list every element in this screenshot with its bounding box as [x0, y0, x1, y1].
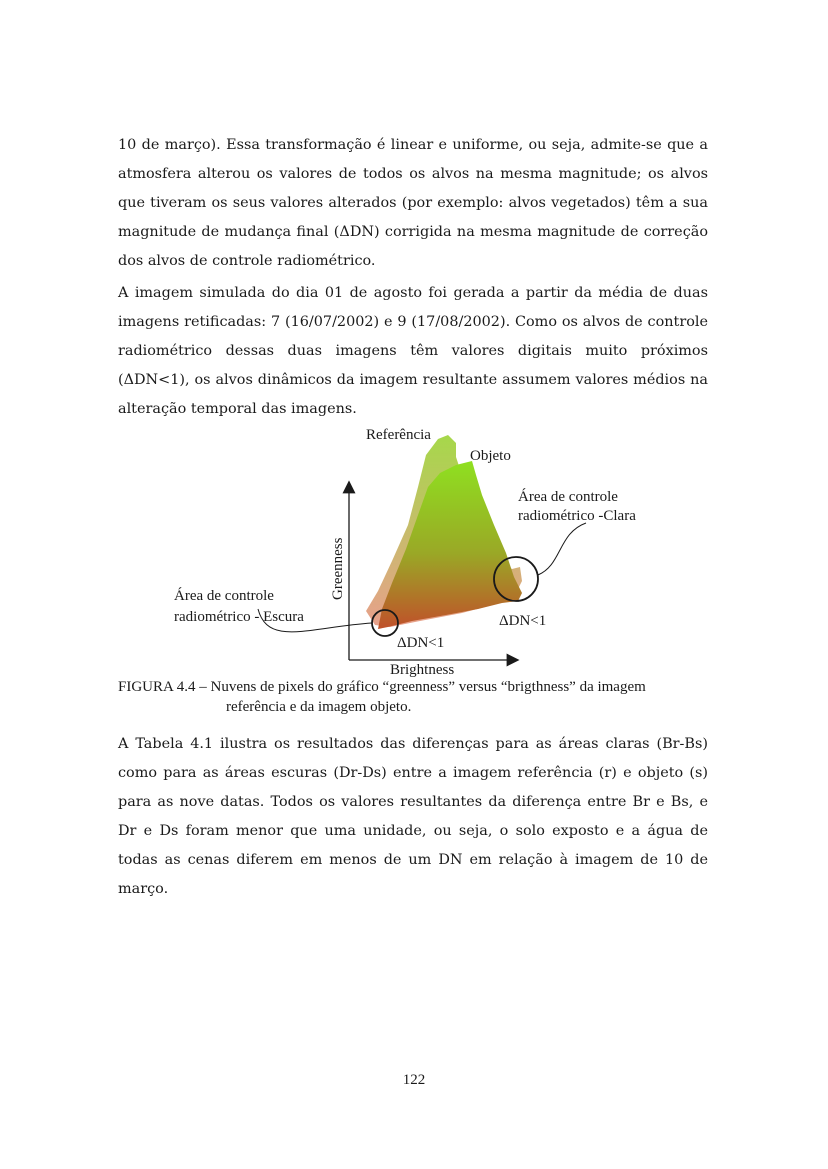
axis-label-brightness: Brightness: [390, 662, 455, 678]
figure-greenness-brightness: [160, 415, 636, 680]
caption-line-1: FIGURA 4.4 – Nuvens de pixels do gráfico “greenness” versus “brigthness” da imagem: [118, 679, 646, 695]
caption-line-2: referência e da imagem objeto.: [226, 699, 412, 715]
paragraph-1: 10 de março). Essa transformação é linear e uniforme, ou seja, admite-se que a atmosfera alterou os valores de todos os alvos na mesma magnitude; os alvos que tiveram os seus valores alterados (por exemplo: alvos vegetados) têm a sua magnitude de mudança final (ΔDN) corrigida na mesma magnitude de correção dos alvos de controle radiométrico.: [118, 137, 708, 269]
label-clara-line2: radiométrico -Clara: [518, 508, 636, 524]
axis-label-greenness: Greenness: [330, 537, 346, 600]
figure-caption: [118, 677, 718, 717]
paragraph-2: A imagem simulada do dia 01 de agosto foi gerada a partir da média de duas imagens retificadas: 7 (16/07/2002) e 9 (17/08/2002). Como os alvos de controle radiométrico dessas duas imagens têm valores digitais muito próximos (ΔDN<1), os alvos dinâmicos da imagem resultante assumem valores médios na alteração temporal das imagens.: [118, 285, 708, 417]
paragraph-3: A Tabela 4.1 ilustra os resultados das diferenças para as áreas claras (Br-Bs) como para as áreas escuras (Dr-Ds) entre a imagem referência (r) e objeto (s) para as nove datas. Todos os valores resultantes da diferença entre Br e Bs, e Dr e Ds foram menor que uma unidade, ou seja, o solo exposto e a água de todas as cenas diferem em menos de um DN em relação à imagem de 10 de março.: [118, 736, 708, 897]
delta-dn-right: ΔDN<1: [499, 613, 547, 629]
label-escura-line2: radiométrico - Escura: [174, 609, 304, 625]
label-clara-line1: Área de controle: [518, 489, 618, 505]
delta-dn-left: ΔDN<1: [397, 635, 445, 651]
label-objeto: Objeto: [470, 448, 511, 464]
label-escura-line1: Área de controle: [174, 588, 274, 604]
label-referencia: Referência: [366, 427, 431, 443]
leader-clara: [538, 523, 586, 575]
page-number: 122: [402, 1072, 426, 1088]
